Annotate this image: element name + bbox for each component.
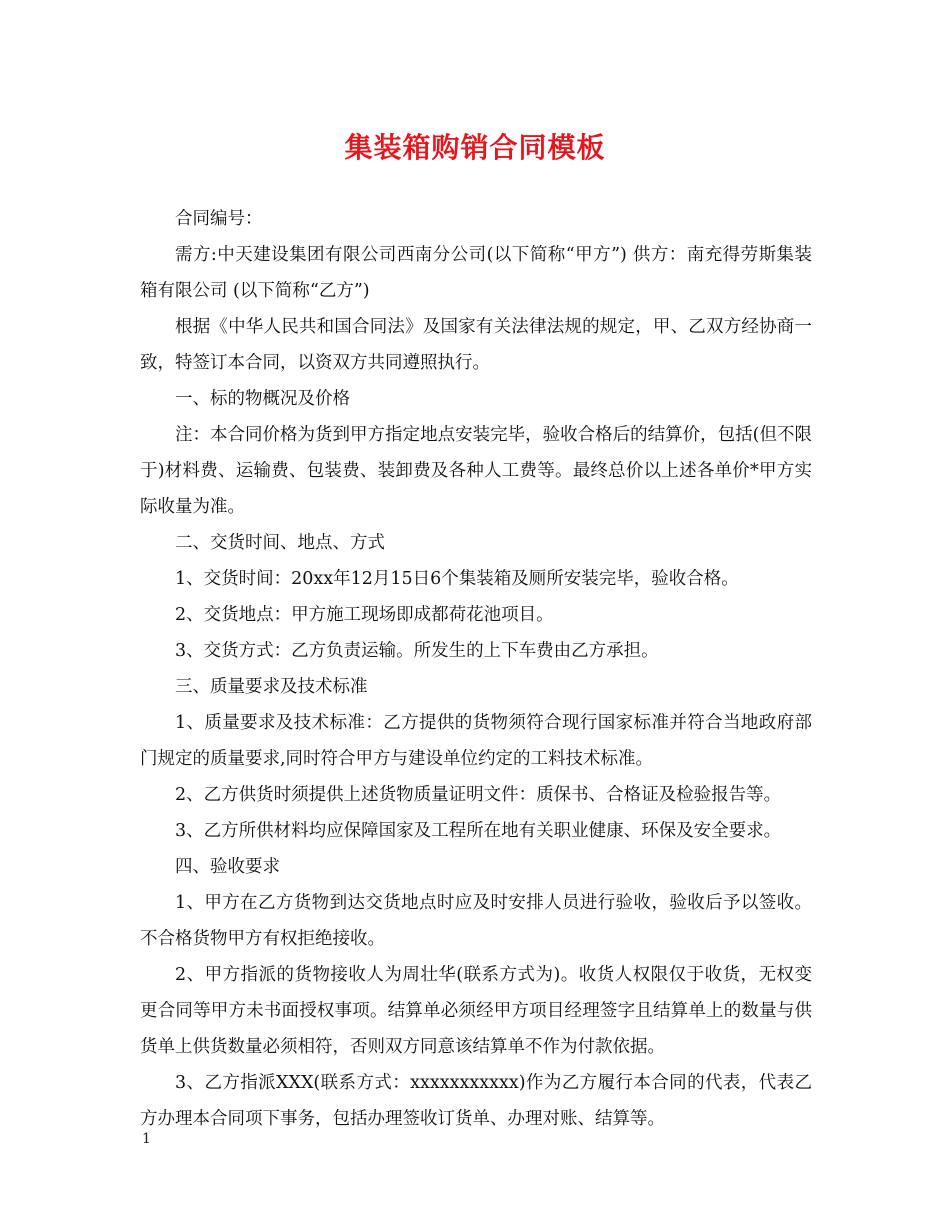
page-number: 1 xyxy=(142,1131,151,1147)
section-heading-1: 一、标的物概况及价格 xyxy=(175,389,350,409)
section-heading-3: 三、质量要求及技术标准 xyxy=(175,677,368,697)
section-heading-2: 二、交货时间、地点、方式 xyxy=(175,533,385,553)
price-note-paragraph: 注：本合同价格为货到甲方指定地点安装完毕，验收合格后的结算价，包括(但不限于)材料费、运输费、包装费、装卸费及各种人工费等。最终总价以上述各单价*甲方实际收量为准。 xyxy=(140,425,812,517)
document-body xyxy=(140,201,812,1137)
quality-certificate-item: 2、乙方供货时须提供上述货物质量证明文件：质保书、合格证及检验报告等。 xyxy=(175,785,782,805)
section-heading-4: 四、验收要求 xyxy=(175,857,280,877)
parties-paragraph: 需方:中天建设集团有限公司西南分公司(以下简称“甲方”) 供方：南充得劳斯集装箱有限公司 (以下简称“乙方”) xyxy=(140,245,812,301)
safety-requirement-item: 3、乙方所供材料均应保障国家及工程所在地有关职业健康、环保及安全要求。 xyxy=(175,821,782,841)
acceptance-item-3: 3、乙方指派XXX(联系方式：xxxxxxxxxxx)作为乙方履行本合同的代表，代表乙方办理本合同项下事务，包括办理签收订货单、办理对账、结算等。 xyxy=(140,1073,812,1129)
basis-paragraph: 根据《中华人民共和国合同法》及国家有关法律法规的规定，甲、乙双方经协商一致，特签订本合同，以资双方共同遵照执行。 xyxy=(140,317,812,373)
contract-number-line: 合同编号： xyxy=(175,209,263,229)
acceptance-item-2: 2、甲方指派的货物接收人为周壮华(联系方式为)。收货人权限仅于收货，无权变更合同等甲方未书面授权事项。结算单必须经甲方项目经理签字且结算单上的数量与供货单上供货数量必须相符，否则双方同意该结算单不作为付款依据。 xyxy=(140,965,812,1057)
quality-standard-item: 1、质量要求及技术标准：乙方提供的货物须符合现行国家标准并符合当地政府部门规定的质量要求,同时符合甲方与建设单位约定的工料技术标准。 xyxy=(140,713,812,769)
delivery-location-item: 2、交货地点：甲方施工现场即成都荷花池项目。 xyxy=(175,605,554,625)
delivery-time-item: 1、交货时间：20xx年12月15日6个集装箱及厕所安装完毕，验收合格。 xyxy=(175,569,739,589)
acceptance-item-1: 1、甲方在乙方货物到达交货地点时应及时安排人员进行验收，验收后予以签收。不合格货物甲方有权拒绝接收。 xyxy=(140,893,812,949)
document-title: 集装箱购销合同模板 xyxy=(344,131,606,164)
delivery-method-item: 3、交货方式：乙方负责运输。所发生的上下车费由乙方承担。 xyxy=(175,641,659,661)
